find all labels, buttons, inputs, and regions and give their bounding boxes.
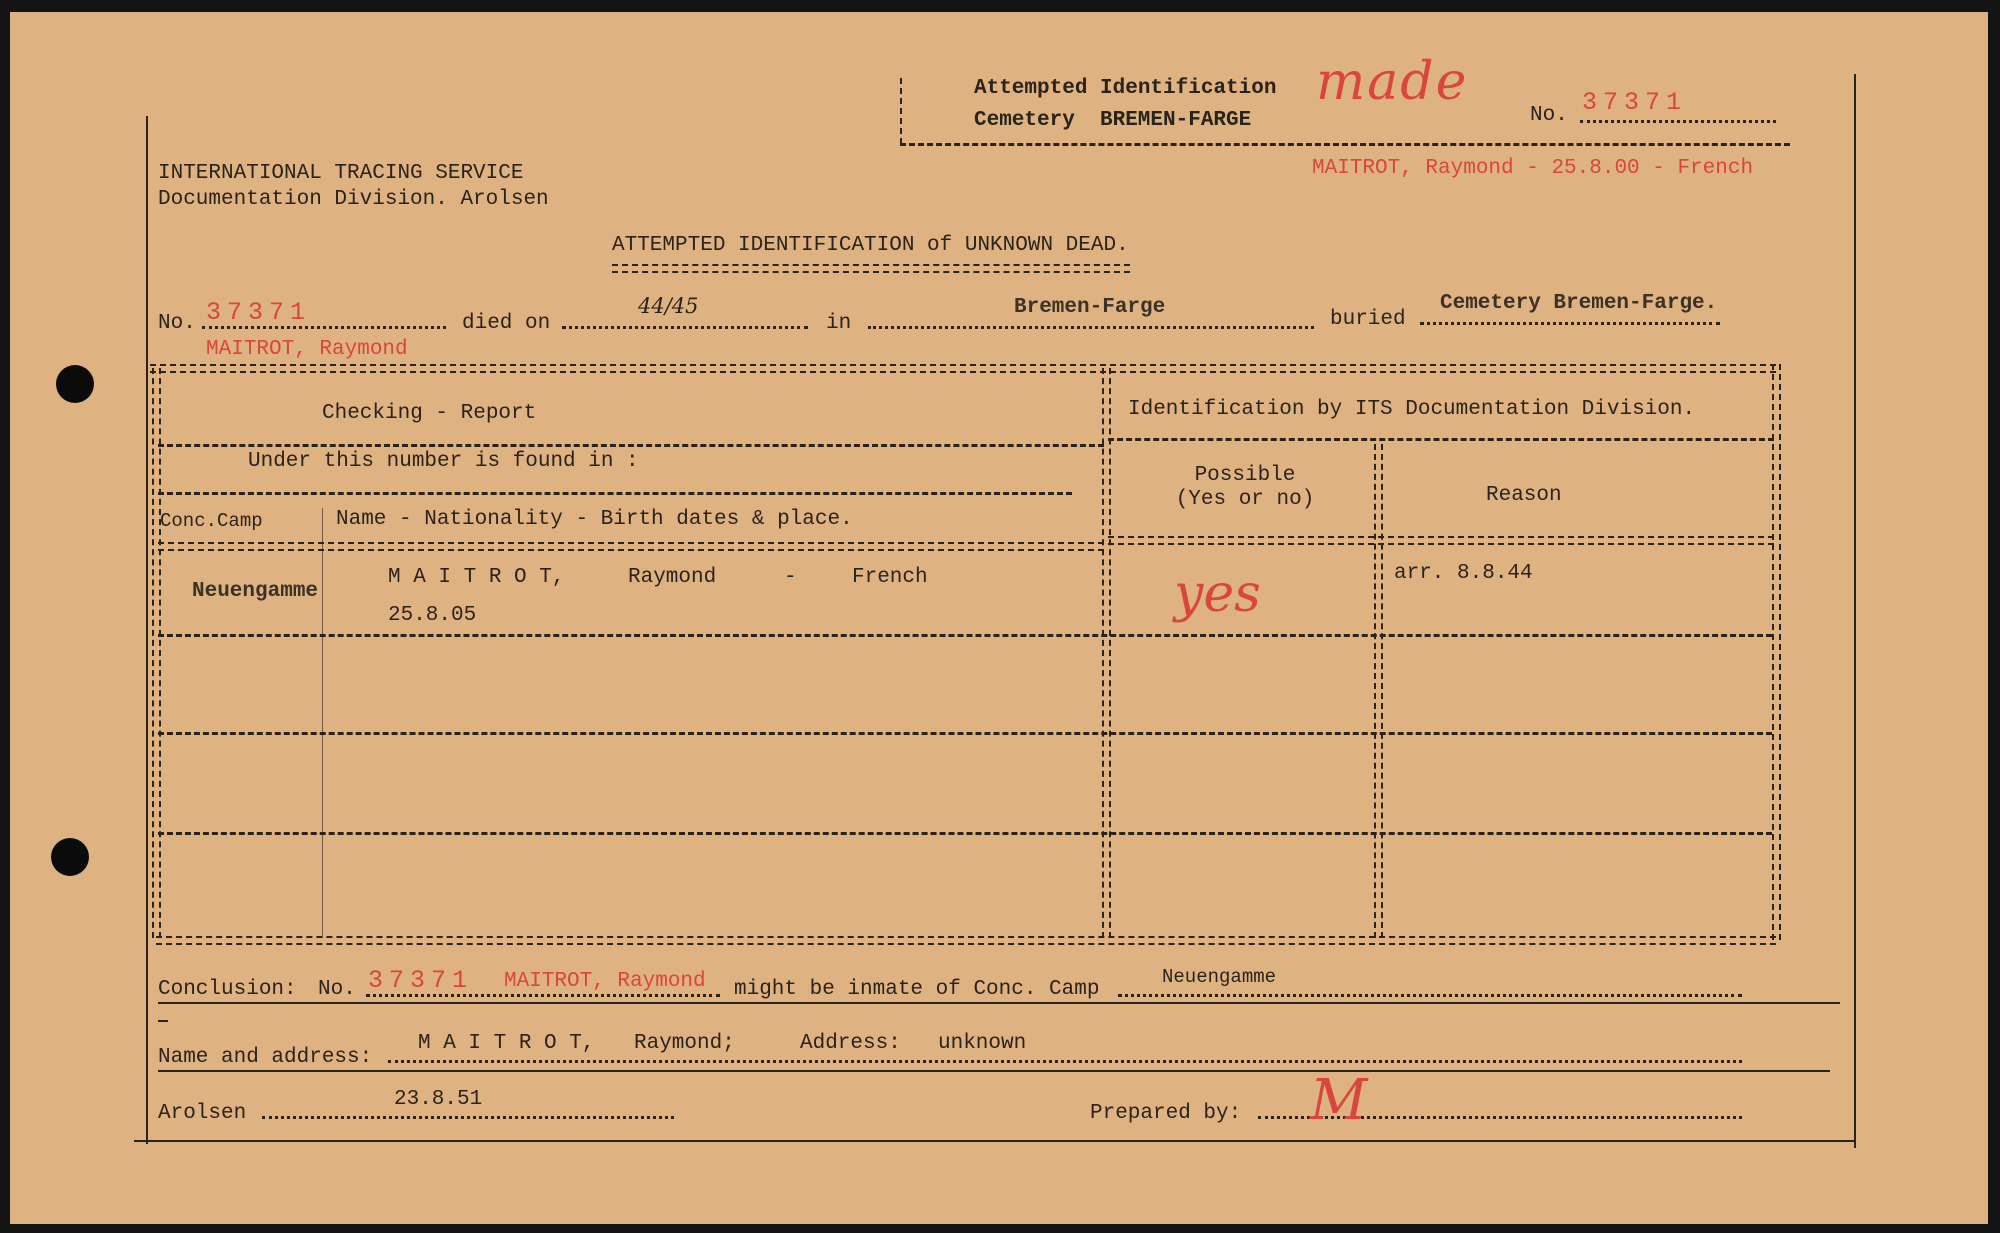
died-on-label: died on [462,312,551,335]
buried-value: Cemetery Bremen-Farge. [1440,292,1718,315]
row-nationality: French [852,566,928,589]
name-address-rule [158,1070,1830,1072]
row-dash: - [784,566,797,589]
conclusion-camp-dotline [1118,994,1742,997]
record-name-annotation: MAITROT, Raymond [206,338,408,361]
reason-header: Reason [1486,484,1562,507]
conclusion-name-value: MAITROT, Raymond [504,970,706,993]
name-address-label: Name and address: [158,1046,373,1069]
handwritten-made: made [1316,52,1469,112]
record-no-value: 37371 [206,298,312,327]
identification-header: Identification by ITS Documentation Division. [1128,398,1696,421]
stamp-box-left [900,78,902,144]
conclusion-tick [158,1020,168,1022]
name-address-dotline [388,1060,1742,1063]
header-row-line-right [1108,438,1774,441]
row-possible-yes: yes [1174,564,1261,624]
checking-report-header: Checking - Report [322,402,537,425]
possible-header-2: (Yes or no) [1175,488,1315,511]
punch-hole-bottom [51,838,89,876]
name-address-firstname: Raymond; [634,1032,735,1055]
prepared-by-signature: M [1310,1068,1368,1133]
title-underline [612,264,1130,273]
arolsen-label: Arolsen [158,1102,247,1125]
index-card [10,12,1988,1224]
address-value: unknown [938,1032,1027,1055]
buried-dotline [1420,322,1720,325]
in-label: in [826,312,852,335]
record-no-label: No. [158,312,196,335]
in-dotline [868,326,1314,329]
row-birth: 25.8.05 [388,604,477,627]
frame-bottom-line [134,1140,1854,1142]
in-value: Bremen-Farge [1014,296,1166,319]
frame-left-line [146,116,148,1144]
stamp-line-2-value: BREMEN-FARGE [1100,109,1252,132]
stamp-box-bottom [900,143,1790,146]
header-no-label: No. [1530,104,1568,127]
table-left-border [152,368,161,938]
possible-header-1: Possible [1194,464,1296,487]
conclusion-rule [158,1002,1840,1004]
under-number-label: Under this number is found in : [248,450,639,473]
conclusion-might-be: might be inmate of Conc. Camp [734,978,1100,1001]
row-separator-1 [158,634,1772,637]
document-title: ATTEMPTED IDENTIFICATION of UNKNOWN DEAD. [612,234,1129,257]
org-line-1: INTERNATIONAL TRACING SERVICE [158,162,524,185]
table-divider-middle [1102,368,1111,938]
buried-label: buried [1330,308,1406,331]
table-bottom-border [156,936,1776,945]
conclusion-no-value: 37371 [368,966,474,995]
row-camp: Neuengamme [192,580,319,603]
column-header-underline-right [1108,536,1774,545]
prepared-by-label: Prepared by: [1090,1102,1242,1125]
conc-camp-column-header: Conc.Camp [160,510,263,532]
row-reason: arr. 8.8.44 [1394,562,1533,585]
arolsen-date: 23.8.51 [394,1088,483,1111]
header-name-line: MAITROT, Raymond - 25.8.00 - French [1312,157,1754,180]
row-surname: M A I T R O T, [388,566,565,589]
died-on-dotline [562,326,808,329]
row-firstname: Raymond [628,566,717,589]
table-top-border [150,364,1776,373]
died-on-value: 44/45 [638,294,699,318]
punch-hole-top [56,365,94,403]
header-no-dotline [1580,120,1776,123]
stamp-line-2-label: Cemetery [974,109,1075,132]
arolsen-dotline [262,1116,674,1119]
row-separator-2 [158,732,1772,735]
header-no-value: 37371 [1582,88,1688,117]
name-address-surname: M A I T R O T, [418,1032,595,1055]
table-divider-reason [1374,444,1383,938]
name-column-header: Name - Nationality - Birth dates & place. [336,508,853,531]
address-label: Address: [800,1032,901,1055]
under-number-line [158,492,1072,495]
stamp-line-1: Attempted Identification [974,77,1277,100]
conclusion-camp-value: Neuengamme [1162,966,1277,988]
conclusion-label: Conclusion: [158,978,297,1001]
row-separator-3 [158,832,1772,835]
org-line-2: Documentation Division. Arolsen [158,188,549,211]
column-header-underline-left [158,542,1104,551]
frame-right-line [1854,74,1856,1148]
table-divider-camp [322,508,323,938]
table-right-border [1772,364,1781,940]
header-row-line-left [158,444,1104,447]
conclusion-no-label: No. [318,978,356,1001]
